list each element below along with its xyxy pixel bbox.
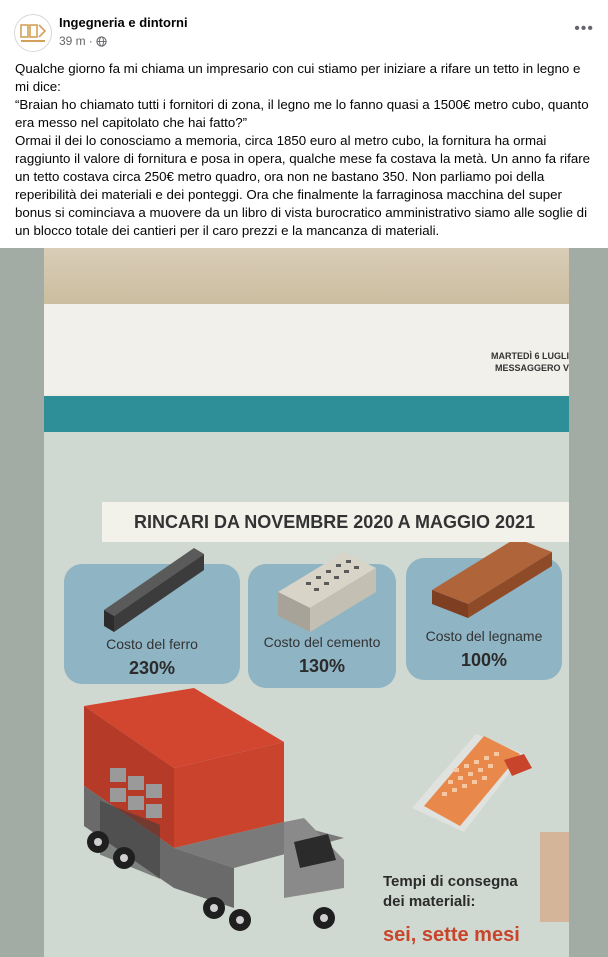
post-paragraph-3: Ormai il dei lo conosciamo a memoria, circa 1850 euro al metro cubo, la fornitura ha ormai raggiunto il valore di fornitura e posa in opera, qualche mese fa costava la metà. Un anno fa rifare un tetto costava circa 250€ metro quadro, ora non ne bastano 350. Non parliamo poi della reperibilità dei materiali e dei ponteggi. Ora che finalmente la farraginosa macchina del super bonus si cominciava a muovere da un libro di vista burocratico amministrativo siamo alle soglie di un blocco totale dei cantieri per il caro prezzi e la mancanza di materiali. (15, 133, 591, 238)
post-text (15, 60, 595, 240)
wood-label: Costo del legname (425, 628, 543, 644)
post-meta (59, 34, 107, 48)
post-paragraph-2: “Braian ho chiamato tutti i fornitori di zona, il legno me lo fanno quasi a 1500€ metro cubo, quanto era messo nel capitolato che hai fatto?” (15, 97, 589, 130)
truck-icon (84, 688, 344, 931)
post-header (0, 0, 608, 58)
iron-value: 230% (128, 658, 176, 678)
iron-label: Costo del ferro (106, 636, 198, 652)
wood-value: 100% (460, 650, 508, 670)
author-name[interactable]: Ingegneria e dintorni (59, 15, 188, 30)
newspaper-page (44, 248, 569, 957)
newspaper-date: MARTEDÌ 6 LUGLI (491, 351, 569, 361)
post-time[interactable]: 39 m (59, 34, 86, 48)
infographic-illustrations (44, 248, 569, 957)
post-photo[interactable] (0, 248, 608, 957)
more-options-icon[interactable]: ••• (574, 20, 594, 37)
delivery-label-line-2: dei materiali: (383, 893, 476, 910)
delivery-label (383, 872, 543, 912)
calendar-icon (412, 734, 532, 832)
meta-separator: · (88, 34, 93, 48)
page-avatar[interactable] (14, 14, 52, 52)
cement-label: Costo del cemento (263, 634, 381, 650)
globe-icon (96, 36, 107, 47)
newspaper-name: MESSAGGERO V (494, 363, 569, 373)
cement-value: 130% (298, 656, 346, 676)
post-paragraph-1: Qualche giorno fa mi chiama un impresario con cui stiamo per iniziare a rifare un tetto in legno e mi dice: (15, 61, 581, 94)
infographic-headline: RINCARI DA NOVEMBRE 2020 A MAGGIO 2021 (133, 512, 536, 532)
delivery-value: sei, sette mesi (383, 924, 520, 946)
logo-icon (18, 21, 48, 45)
delivery-label-line-1: Tempi di consegna (383, 873, 518, 890)
corner-box (540, 832, 569, 922)
